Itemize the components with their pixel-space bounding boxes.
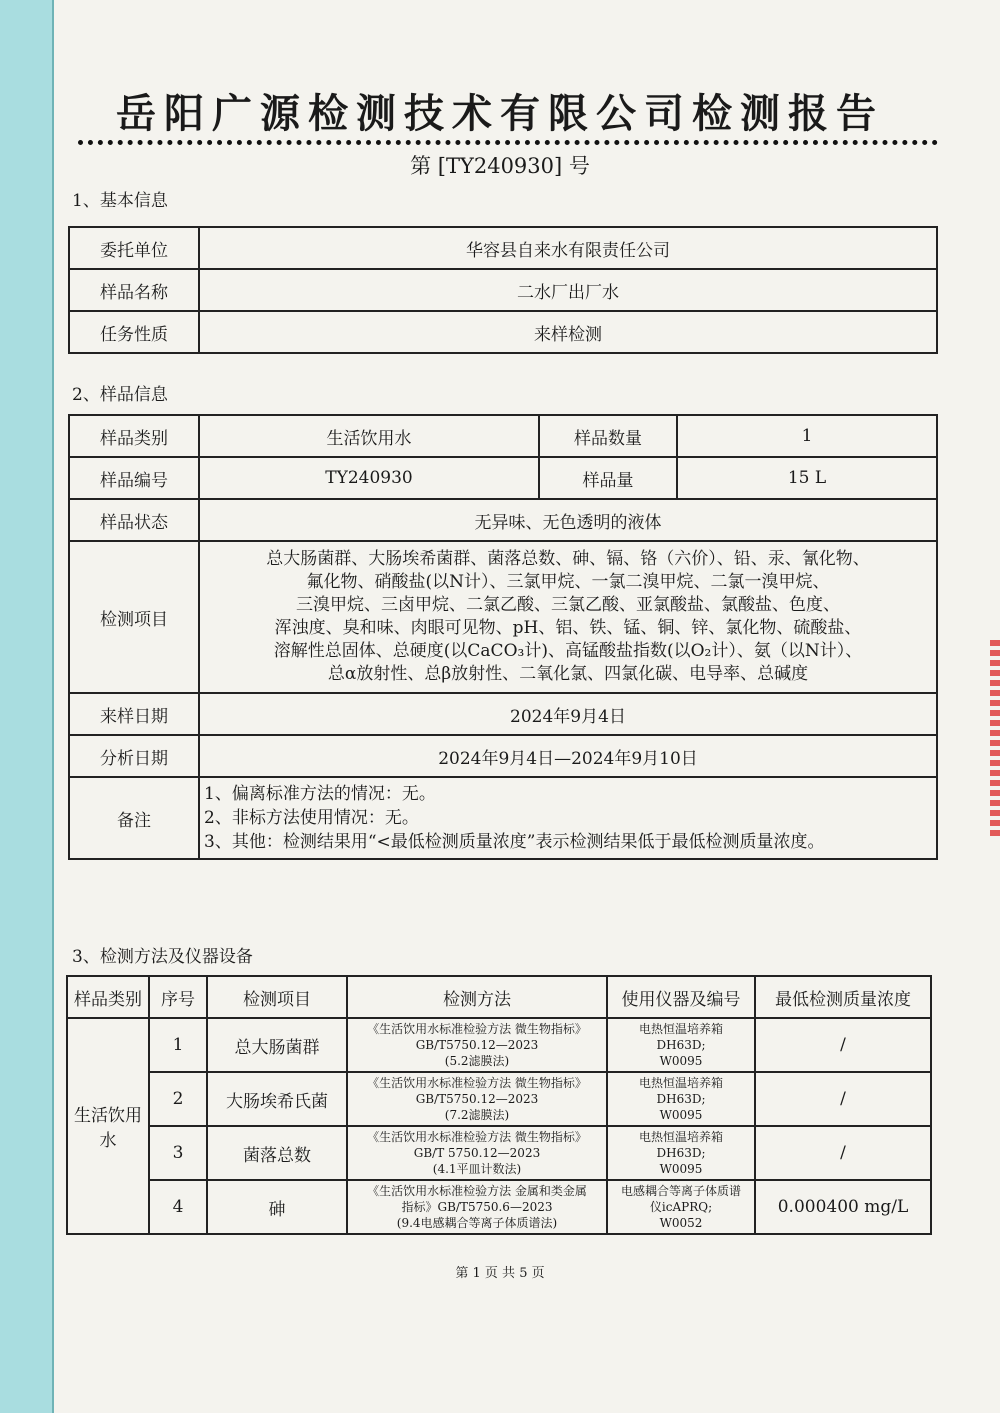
min-concentration: / — [755, 1126, 931, 1180]
table-row — [69, 499, 937, 541]
table-row — [69, 693, 937, 735]
state-label: 样品状态 — [69, 499, 199, 541]
method-line: 《生活饮用水标准检验方法 金属和类金属 — [367, 1184, 587, 1198]
table-row — [69, 311, 937, 353]
test-method — [347, 1018, 607, 1072]
received-date-value: 2024年9月4日 — [199, 693, 937, 735]
table-row — [69, 735, 937, 777]
min-concentration: / — [755, 1072, 931, 1126]
method-line: 《生活饮用水标准检验方法 微生物指标》 — [367, 1130, 587, 1144]
test-item: 大肠埃希氏菌 — [207, 1072, 347, 1126]
instrument-line: DH63D; — [656, 1092, 706, 1106]
instrument-line: 电热恒温培养箱 — [638, 1130, 723, 1144]
test-items-value — [199, 541, 937, 693]
analysis-date-label: 分析日期 — [69, 735, 199, 777]
row-number: 1 — [149, 1018, 207, 1072]
table-header-row — [67, 976, 931, 1018]
category-cell: 生活饮用水 — [67, 1018, 149, 1234]
table-row — [69, 415, 937, 457]
instrument-line: 电感耦合等离子体质谱 — [620, 1184, 741, 1198]
method-line: 《生活饮用水标准检验方法 微生物指标》 — [367, 1022, 587, 1036]
col-header: 最低检测质量浓度 — [755, 976, 931, 1018]
test-items-line: 三溴甲烷、三卤甲烷、二氯乙酸、三氯乙酸、亚氯酸盐、氯酸盐、色度、 — [296, 595, 840, 615]
instrument-line: W0095 — [659, 1162, 703, 1176]
method-line: (5.2滤膜法) — [444, 1054, 510, 1068]
page-footer: 第 1 页 共 5 页 — [455, 1266, 545, 1281]
sample-info-table — [68, 414, 938, 860]
section-sample-info: 2、样品信息 — [72, 385, 168, 405]
client-label: 委托单位 — [69, 227, 199, 269]
instrument — [607, 1180, 755, 1234]
task-value: 来样检测 — [199, 311, 937, 353]
test-method — [347, 1126, 607, 1180]
instrument-line: W0095 — [659, 1054, 703, 1068]
col-header: 检测项目 — [207, 976, 347, 1018]
table-row — [69, 777, 937, 859]
remarks-label: 备注 — [69, 777, 199, 859]
col-header: 样品类别 — [67, 976, 149, 1018]
category-label: 样品类别 — [69, 415, 199, 457]
instrument-line: W0052 — [659, 1216, 703, 1230]
table-row — [67, 1072, 931, 1126]
instrument-line: 仪icAPRQ; — [649, 1200, 713, 1214]
method-line: (7.2滤膜法) — [444, 1108, 510, 1122]
sample-name-label: 样品名称 — [69, 269, 199, 311]
method-line: (9.4电感耦合等离子体质谱法) — [396, 1216, 558, 1230]
table-row — [69, 457, 937, 499]
method-line: GB/T 5750.12—2023 — [413, 1146, 541, 1160]
remark-line: 1、偏离标准方法的情况：无。 — [204, 784, 436, 804]
amount-label: 样品量 — [539, 457, 677, 499]
instrument-line: 电热恒温培养箱 — [638, 1022, 723, 1036]
seal-stamp-edge — [990, 640, 1000, 840]
table-row — [67, 1018, 931, 1072]
task-label: 任务性质 — [69, 311, 199, 353]
quantity-label: 样品数量 — [539, 415, 677, 457]
instrument — [607, 1126, 755, 1180]
sample-number-label: 样品编号 — [69, 457, 199, 499]
binding-strip — [0, 0, 54, 1413]
analysis-date-value: 2024年9月4日—2024年9月10日 — [199, 735, 937, 777]
basic-info-table — [68, 226, 938, 354]
instrument-line: W0095 — [659, 1108, 703, 1122]
table-row — [69, 227, 937, 269]
test-item: 砷 — [207, 1180, 347, 1234]
test-item: 总大肠菌群 — [207, 1018, 347, 1072]
report-page — [60, 0, 940, 1413]
row-number: 4 — [149, 1180, 207, 1234]
report-title: 岳阳广源检测技术有限公司检测报告 — [116, 91, 884, 137]
remarks-value — [199, 777, 937, 859]
test-items-label: 检测项目 — [69, 541, 199, 693]
methods-table — [66, 975, 932, 1235]
client-value: 华容县自来水有限责任公司 — [199, 227, 937, 269]
sample-name-value: 二水厂出厂水 — [199, 269, 937, 311]
remark-line: 3、其他：检测结果用“<最低检测质量浓度”表示检测结果低于最低检测质量浓度。 — [204, 832, 825, 852]
col-header: 检测方法 — [347, 976, 607, 1018]
title-divider — [78, 140, 938, 145]
instrument-line: DH63D; — [656, 1038, 706, 1052]
test-items-line: 总大肠菌群、大肠埃希菌群、菌落总数、砷、镉、铬（六价）、铅、汞、氰化物、 — [266, 549, 870, 569]
method-line: 《生活饮用水标准检验方法 微生物指标》 — [367, 1076, 587, 1090]
method-line: 指标》GB/T5750.6—2023 — [401, 1200, 553, 1214]
instrument-line: 电热恒温培养箱 — [638, 1076, 723, 1090]
received-date-label: 来样日期 — [69, 693, 199, 735]
instrument — [607, 1072, 755, 1126]
instrument-line: DH63D; — [656, 1146, 706, 1160]
test-item: 菌落总数 — [207, 1126, 347, 1180]
section-basic-info: 1、基本信息 — [72, 191, 168, 211]
section-method-info: 3、检测方法及仪器设备 — [72, 947, 253, 967]
table-row — [69, 541, 937, 693]
table-row — [69, 269, 937, 311]
remark-line: 2、非标方法使用情况：无。 — [204, 808, 419, 828]
test-items-line: 总α放射性、总β放射性、二氧化氯、四氯化碳、电导率、总碱度 — [327, 664, 809, 684]
col-header: 序号 — [149, 976, 207, 1018]
method-line: (4.1平皿计数法) — [432, 1162, 522, 1176]
category-value: 生活饮用水 — [199, 415, 539, 457]
report-number: 第 [TY240930] 号 — [410, 154, 590, 178]
instrument — [607, 1018, 755, 1072]
sample-number-value: TY240930 — [199, 457, 539, 499]
min-concentration: 0.000400 mg/L — [755, 1180, 931, 1234]
amount-value: 15 L — [677, 457, 937, 499]
test-items-line: 浑浊度、臭和味、肉眼可见物、pH、铝、铁、锰、铜、锌、氯化物、硫酸盐、 — [274, 618, 862, 638]
col-header: 使用仪器及编号 — [607, 976, 755, 1018]
test-items-line: 溶解性总固体、总硬度(以CaCO₃计)、高锰酸盐指数(以O₂计）、氨（以N计）、 — [273, 641, 863, 661]
row-number: 3 — [149, 1126, 207, 1180]
method-line: GB/T5750.12—2023 — [415, 1038, 539, 1052]
method-line: GB/T5750.12—2023 — [415, 1092, 539, 1106]
table-row — [67, 1180, 931, 1234]
quantity-value: 1 — [677, 415, 937, 457]
state-value: 无异味、无色透明的液体 — [199, 499, 937, 541]
test-items-line: 氟化物、硝酸盐(以N计）、三氯甲烷、一氯二溴甲烷、二氯一溴甲烷、 — [306, 572, 830, 592]
row-number: 2 — [149, 1072, 207, 1126]
table-row — [67, 1126, 931, 1180]
min-concentration: / — [755, 1018, 931, 1072]
test-method — [347, 1072, 607, 1126]
test-method — [347, 1180, 607, 1234]
